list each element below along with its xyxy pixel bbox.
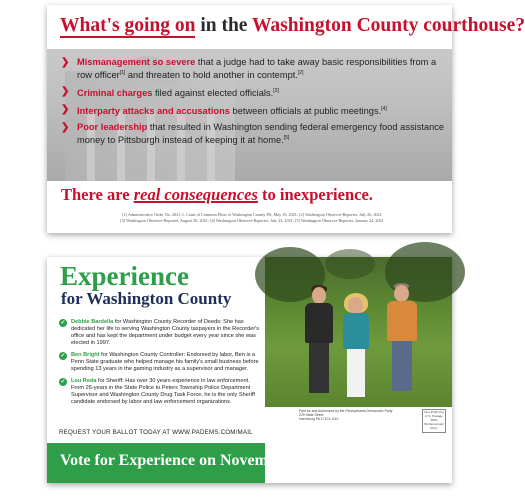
footnote-ref: [3] xyxy=(273,88,279,95)
footnote-line: [1] Administrative Order No. 2021-1, Court of Common Pleas of Washington County PA, May 19, 2021; [2] Washington Observer-Reporter, July 26, 2021 xyxy=(122,212,382,217)
stamp-line: PA Democratic Party xyxy=(424,422,444,430)
bullet-bold: Mismanagement so severe xyxy=(77,57,196,67)
list-item xyxy=(61,104,446,117)
candidate-list xyxy=(59,319,263,411)
return-line: Harrisburg PA 17101-1110 xyxy=(299,417,339,422)
footnote-ref: [2] xyxy=(297,70,304,76)
list-item xyxy=(61,86,446,99)
chevron-right-icon: ❯ xyxy=(61,86,70,98)
candidate-description: for Washington County Controller: Endorsed by labor, Ben is a Penn State graduate who helped manage his family's small business before spending 13 years in the gaming industry as a supervisor and manager. xyxy=(71,352,259,372)
list-item xyxy=(61,122,446,146)
bullet-text: filed against elected officials. xyxy=(152,88,274,99)
conseq-end: to inexperience. xyxy=(257,185,373,204)
bullet-text: that a judge had to take away basic responsibilities from a row officer xyxy=(77,57,437,81)
candidate-description: for Washington County Recorder of Deeds: She has dedicated her life to serving Washington County taxpayers in the Recorder's office and has kept the department under budget every year since she was elected in 1997. xyxy=(71,319,260,346)
footnote-ref: [4] xyxy=(381,106,387,113)
candidate-item xyxy=(59,378,263,406)
footnotes xyxy=(67,212,437,223)
stamp-line: Non-Profit Org xyxy=(424,410,444,414)
title-connector: in the xyxy=(195,15,252,36)
return-line: 229 State Street xyxy=(299,413,324,418)
candidate-panel xyxy=(47,257,265,443)
bullet-bold: Interparty attacks and accusations xyxy=(77,106,230,117)
page-title xyxy=(60,15,525,37)
problem-list xyxy=(61,57,446,151)
bullet-text-cont: and threaten to hold another in contempt. xyxy=(125,70,298,81)
footnote-ref: [5] xyxy=(283,135,290,142)
check-icon: ✓ xyxy=(60,379,66,385)
tree xyxy=(325,249,375,279)
candidate-name: Ben Bright xyxy=(71,352,100,358)
vote-banner-text: Vote for Experience on November 2 xyxy=(60,452,303,469)
candidate-item xyxy=(59,319,263,347)
conseq-start: There are xyxy=(61,185,134,204)
mailing-panel xyxy=(265,407,452,483)
footnote-line: [3] Washington Observer-Reporter, August 26, 2021; [4] Washington Observer-Reporter, July 23, 2021; [5] Washington Observer-Reporter, January 24, 2021 xyxy=(120,217,384,223)
return-line: Paid for and Authorized by the Pennsylvania Democratic Party xyxy=(299,409,393,413)
candidate-description: for Sheriff: Has over 30 years experience in law enforcement. From 26-years in the State Police to Peters Township Police Department Supervisor and Washington County Drug Task Force, he is the only Sheriff candidate endorsed by labor and law enforcement organizations. xyxy=(71,378,255,405)
conseq-emphasis: real consequences xyxy=(133,185,258,204)
candidate-name: Lou Reda xyxy=(71,378,97,384)
vote-banner xyxy=(47,443,303,483)
check-icon: ✓ xyxy=(60,353,66,359)
chevron-right-icon: ❯ xyxy=(61,122,70,134)
bullet-text: between officials at public meetings. xyxy=(229,106,382,117)
consequences-headline xyxy=(61,185,373,205)
chevron-right-icon: ❯ xyxy=(61,57,70,68)
bullet-bold: Poor leadership xyxy=(77,122,148,133)
ballot-request-link[interactable]: REQUEST YOUR BALLOT TODAY AT WWW.PADEMS.COM/MAIL xyxy=(59,429,253,436)
candidate-item xyxy=(59,352,263,373)
attack-mailer-front xyxy=(47,5,525,233)
postage-indicia xyxy=(422,409,446,433)
candidate-name: Debbie Bardella xyxy=(71,319,114,325)
chevron-right-icon: ❯ xyxy=(61,104,70,116)
stamp-line: PAID xyxy=(430,418,438,422)
candidates-photo xyxy=(265,257,452,407)
check-icon: ✓ xyxy=(60,320,66,326)
footnote-ref: [1] xyxy=(119,70,126,76)
campaign-mailer-back xyxy=(47,257,452,483)
headline: Experience xyxy=(60,261,189,291)
bullet-bold: Criminal charges xyxy=(77,88,153,99)
bullet-text: that resulted in Washington sending federal emergency food assistance money to Pittsburgh instead of keeping it at home. xyxy=(77,122,445,146)
return-address xyxy=(299,409,392,422)
subheadline: for Washington County xyxy=(61,289,232,308)
stamp-line: U.S. Postage xyxy=(425,414,443,418)
title-courthouse: Washington County courthouse? xyxy=(251,15,525,36)
list-item xyxy=(61,57,446,81)
title-emphasis: What's going on xyxy=(60,15,196,36)
